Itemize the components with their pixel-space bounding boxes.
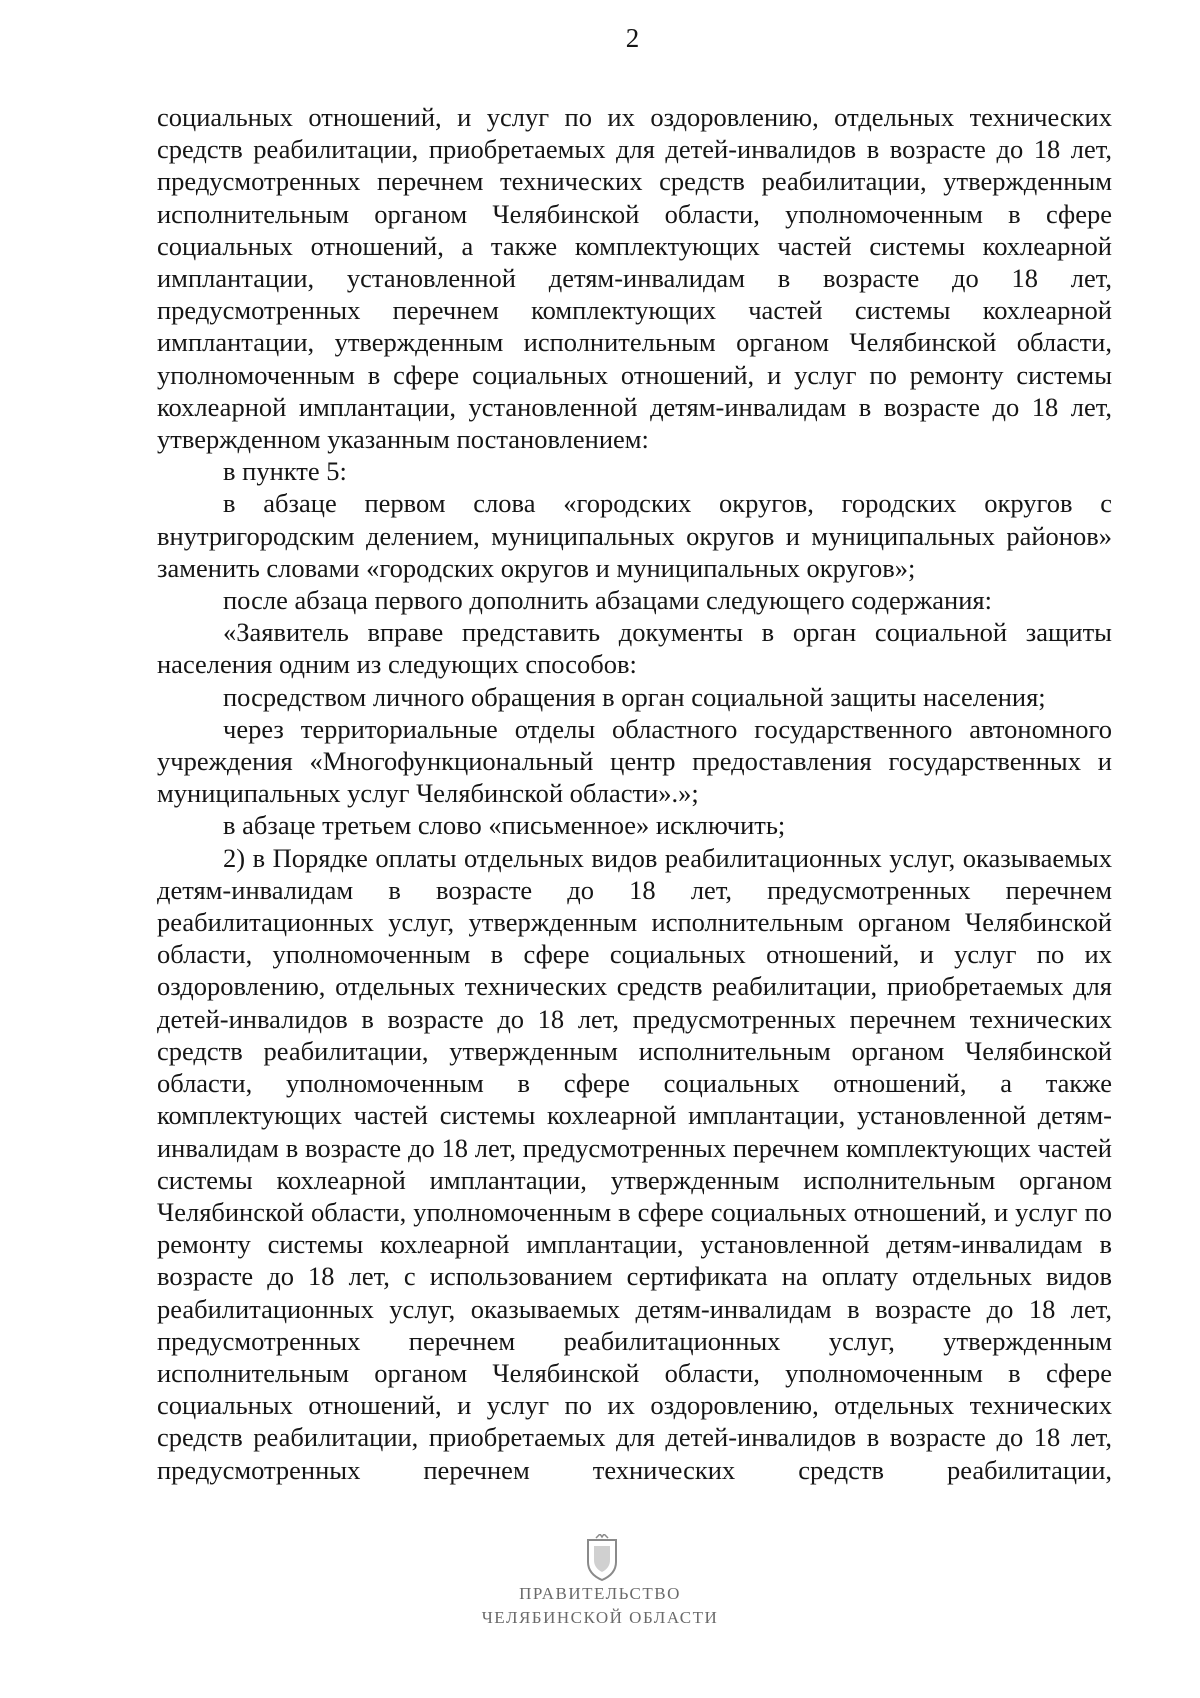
coat-of-arms-emblem	[582, 1534, 622, 1582]
page-number: 2	[625, 23, 640, 53]
paragraph-point-5: в пункте 5:	[223, 456, 347, 487]
paragraph-point-2: 2) в Порядке оплаты отдельных видов реабилитационных услуг, оказываемых детям-инвалидам в возрасте до 18 лет, предусмотренных перечнем реабилитационных услуг, утвержденным исполнительным органом Челябинской области, уполномоченным в сфере социальных отношений, и услуг по их оздоровлению, отдельных технических средств реабилитации, приобретаемых для детей-инвалидов в возрасте до 18 лет, предусмотренных перечнем технических средств реабилитации, утвержденным исполнительным органом Челябинской области, уполномоченным в сфере социальных отношений, а также комплектующих частей системы кохлеарной имплантации, установленной детям-инвалидам в возрасте до 18 лет, предусмотренных перечнем комплектующих частей системы кохлеарной имплантации, утвержденным исполнительным органом Челябинской области, уполномоченным в сфере социальных отношений, и услуг по ремонту системы кохлеарной имплантации, установленной детям-инвалидам в возрасте до 18 лет, с использованием сертификата на оплату отдельных видов реабилитационных услуг, оказываемых детям-инвалидам в возрасте до 18 лет, предусмотренных перечнем реабилитационных услуг, утвержденным исполнительным органом Челябинской области, уполномоченным в сфере социальных отношений, и услуг по их оздоровлению, отдельных технических средств реабилитации, приобретаемых для детей-инвалидов в возрасте до 18 лет, предусмотренных перечнем технических средств реабилитации,	[157, 842, 1112, 1485]
seal-text-government: ПРАВИТЕЛЬСТВО	[519, 1584, 681, 1603]
paragraph-mfc: через территориальные отделы областного государственного автономного учреждения «Многофункциональный центр предоставления государственных и муниципальных услуг Челябинской области».»;	[157, 713, 1112, 809]
paragraph-third-abzac: в абзаце третьем слово «письменное» исключить;	[223, 810, 786, 841]
paragraph-personal-visit: посредством личного обращения в орган социальной защиты населения;	[223, 681, 1046, 712]
seal-text-region: ЧЕЛЯБИНСКОЙ ОБЛАСТИ	[481, 1608, 719, 1627]
paragraph-first-abzac-replace: в абзаце первом слова «городских округов, городских округов с внутригородским делением, муниципальных округов и муниципальных районов» заменить словами «городских округов и муниципальных округов»;	[157, 488, 1112, 583]
paragraph-applicant-right: «Заявитель вправе представить документы в орган социальной защиты населения одним из следующих способов:	[157, 617, 1112, 680]
paragraph-continuation: социальных отношений, и услуг по их оздоровлению, отдельных технических средств реабилитации, приобретаемых для детей-инвалидов в возрасте до 18 лет, предусмотренных перечнем технических средств реабилитации, утвержденным исполнительным органом Челябинской области, уполномоченным в сфере социальных отношений, а также комплектующих частей системы кохлеарной имплантации, установленной детям-инвалидам в возрасте до 18 лет, предусмотренных перечнем комплектующих частей системы кохлеарной имплантации, утвержденным исполнительным органом Челябинской области, уполномоченным в сфере социальных отношений, и услуг по ремонту системы кохлеарной имплантации, установленной детям-инвалидам в возрасте до 18 лет, утвержденном указанным постановлением:	[157, 102, 1112, 455]
document-body	[157, 101, 1112, 1486]
paragraph-add-abzacs: после абзаца первого дополнить абзацами следующего содержания:	[223, 585, 992, 616]
